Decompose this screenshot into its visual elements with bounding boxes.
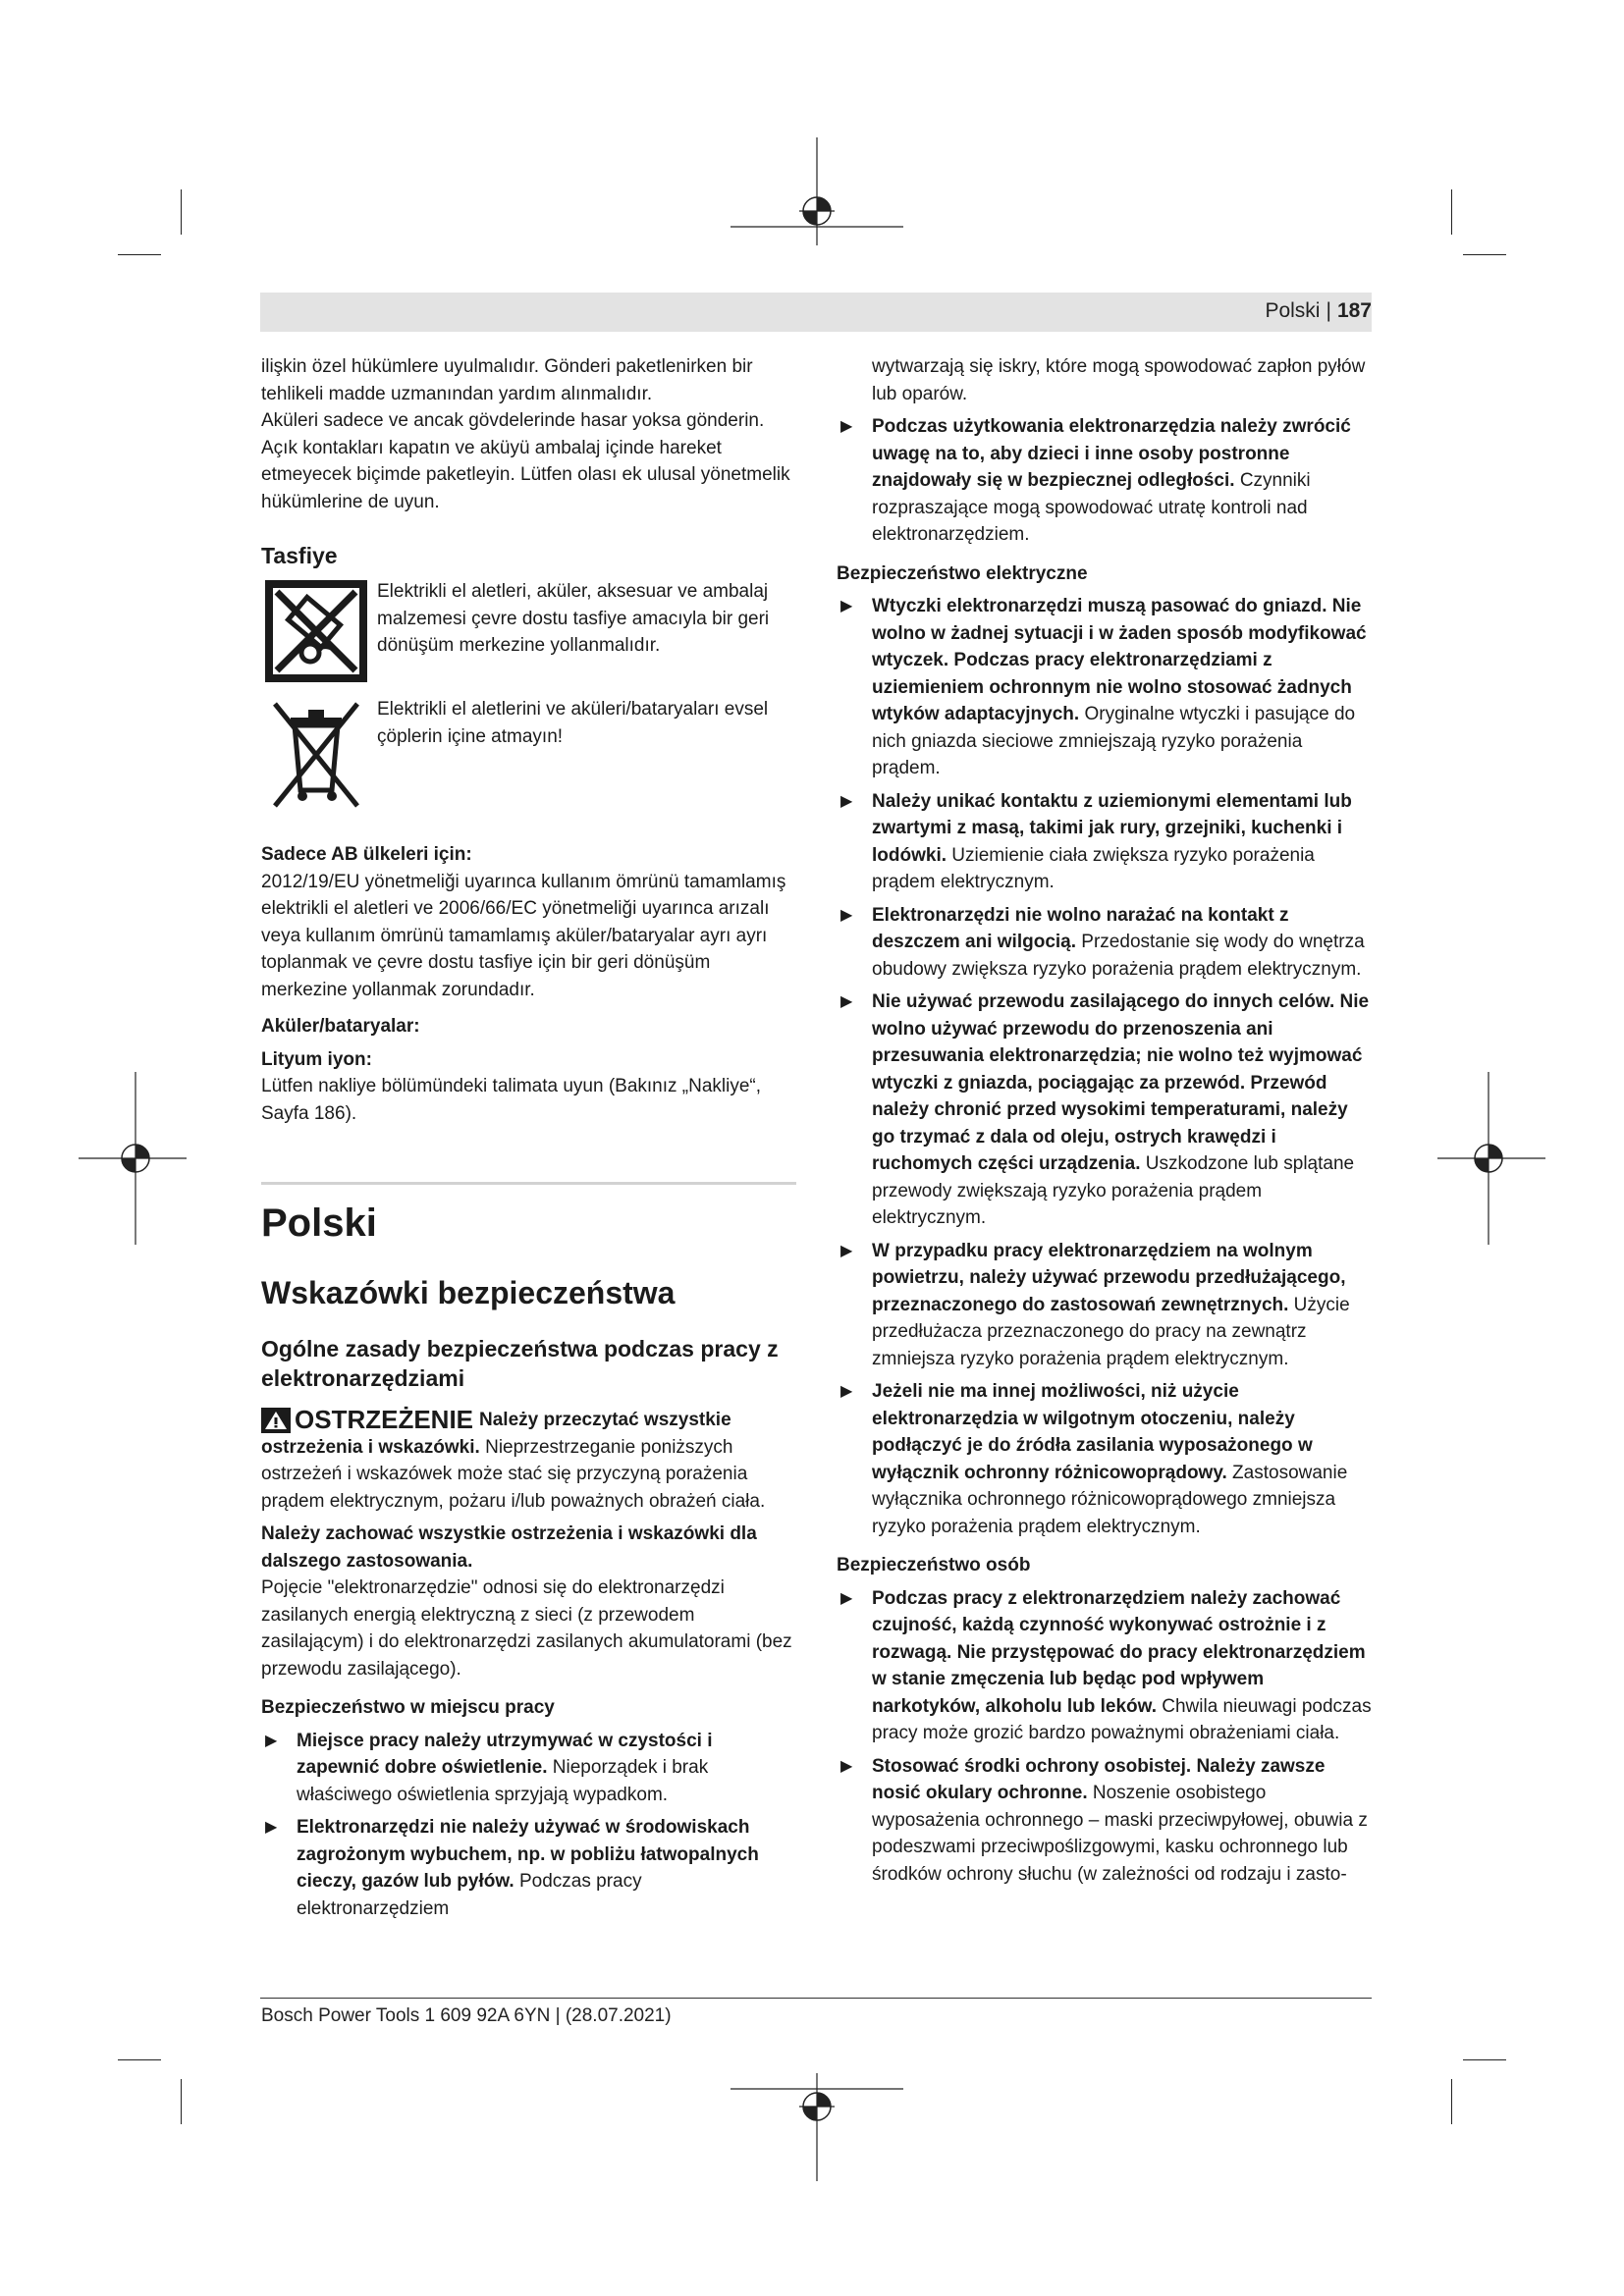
item-text: Zastosowanie wyłącznika ochronnego różnicowoprądowego zmniejsza ryzyko porażenia prądem elektrycznym.: [872, 1462, 1348, 1537]
crop-mark: [1451, 2079, 1452, 2124]
item-bold: Wtyczki elektronarzędzi muszą pasować do gniazd. Nie wolno w żadnej sytuacji i w żaden sposób modyfikować wtyczek. Podczas pracy elektronarzędziami z uziemieniem ochronnym nie wolno stosować żadnych wtyków adaptacyjnych.: [872, 596, 1367, 724]
bullet-icon: ▶: [840, 1757, 853, 1775]
crop-mark: [181, 2079, 182, 2124]
item-text: Czynniki rozpraszające mogą spowodować utratę kontroli nad elektronarzędziem.: [872, 470, 1311, 545]
item-text: Użycie przedłużacza przeznaczonego do pracy na zewnątrz zmniejsza ryzyko porażenia prądem elektrycznym.: [872, 1294, 1350, 1369]
personal-heading: Bezpieczeństwo osób: [837, 1555, 1031, 1575]
item-text: Chwila nieuwagi podczas pracy może grozić bardzo poważnymi obrażeniami ciała.: [872, 1695, 1372, 1743]
bullet-icon: ▶: [840, 993, 853, 1010]
crop-mark: [118, 2059, 161, 2060]
bullet-icon: ▶: [840, 906, 853, 924]
no-battery-disposal-icon: [261, 578, 371, 684]
list-item: [837, 902, 1372, 984]
disposal-text-recycle: Elektrikli el aletleri, aküler, aksesuar ve ambalaj malzemesi çevre dostu tasfiye amacıyla bir geri dönüşüm merkezine yollanmalıdır.: [377, 581, 770, 656]
list-item: [261, 1728, 796, 1809]
disposal-row: [261, 578, 796, 684]
list-item: [837, 1585, 1372, 1747]
item-text: Oryginalne wtyczki i pasujące do nich gniazda sieciowe zmniejszają ryzyko porażenia prądem.: [872, 704, 1356, 778]
registration-mark-icon: [79, 1072, 187, 1245]
crop-mark: [181, 189, 182, 235]
warning-block: [261, 1407, 796, 1515]
personal-list: [837, 1585, 1372, 1889]
bullet-icon: ▶: [840, 598, 853, 614]
electrical-list: [837, 593, 1372, 1540]
item-text: Podczas pracy elektronarzędziem: [297, 1871, 642, 1919]
general-safety-heading: Ogólne zasady bezpieczeństwa podczas pracy z elektronarzędziami: [261, 1336, 779, 1391]
list-item: [261, 1814, 796, 1922]
footer-rule: [260, 1998, 1372, 1999]
bullet-icon: ▶: [840, 1242, 853, 1259]
crop-mark: [1463, 2059, 1506, 2060]
children-list: [837, 413, 1372, 549]
warning-icon: [261, 1408, 291, 1433]
bullet-icon: ▶: [840, 1383, 853, 1400]
item-bold: Stosować środki ochrony osobistej. Należy zawsze nosić okulary ochronne.: [872, 1755, 1326, 1803]
list-item: [837, 413, 1372, 549]
item-bold: Jeżeli nie ma innej możliwości, niż użycie elektronarzędzia w wilgotnym otoczeniu, należy podłączyć je do źródła zasilania wyposażonego w wyłącznik ochronny różnicowoprądowy.: [872, 1381, 1313, 1483]
item-text: Noszenie osobistego wyposażenia ochronnego – maski przeciwpyłowej, obuwia z podeszwami przeciwpoślizgowymi, kasku ochronnego lub środków ochrony słuchu (w zależności od rodzaju i zasto-: [872, 1783, 1368, 1885]
item-bold: Elektronarzędzi nie należy używać w środowiskach zagrożonym wybuchem, np. w pobliżu łatwopalnych cieczy, gazów lub pyłów.: [297, 1817, 759, 1892]
item-bold: Należy unikać kontaktu z uziemionymi elementami lub zwartymi z masą, takimi jak rury, grzejniki, kuchenki i lodówki.: [872, 790, 1352, 866]
item-bold: Nie używać przewodu zasilającego do innych celów. Nie wolno używać przewodu do przenoszenia ani przesuwania elektronarzędzia; nie wolno też wyjmować wtyczki z gniazda, pociągając za przewód. Przewód należy chronić przed wysokimi temperaturami, należy go trzymać z dala od oleju, ostrych krawędzi i ruchomych części urządzenia.: [872, 991, 1370, 1174]
bullet-icon: ▶: [265, 1732, 278, 1749]
crop-mark: [1463, 254, 1506, 255]
right-column: [837, 353, 1372, 1888]
registration-mark-icon: [1437, 1072, 1545, 1245]
safety-title: Wskazówki bezpieczeństwa: [261, 1275, 676, 1310]
item-bold: Elektronarzędzi nie wolno narażać na kontakt z deszczem ani wilgocią.: [872, 904, 1289, 952]
list-item: [837, 1238, 1372, 1373]
page-header-bar: [260, 293, 1372, 332]
registration-mark-icon: [731, 2073, 903, 2181]
list-item: [837, 788, 1372, 896]
list-item: [837, 988, 1372, 1232]
bullet-icon: ▶: [840, 1589, 853, 1607]
warning-label: OSTRZEŻENIE: [295, 1405, 474, 1434]
crossed-out-bin-icon: [261, 696, 371, 812]
item-bold: Podczas użytkowania elektronarzędzia należy zwrócić uwagę na to, aby dzieci i inne osoby postronne znajdowały się w bezpiecznej odległości.: [872, 416, 1351, 491]
paragraph: wytwarzają się iskry, które mogą spowodować zapłon pyłów lub oparów.: [872, 356, 1366, 404]
warning-bold-text: Należy przeczytać wszystkie ostrzeżenia i wskazówki.: [261, 1410, 731, 1458]
lithium-heading: Lityum iyon:: [261, 1048, 372, 1070]
paragraph: Pojęcie "elektronarzędzie" odnosi się do elektronarzędzi zasilanych energią elektryczną z sieci (z przewodem zasilającym) i do elektronarzędzi zasilanych akumulatorami (bez przewodu zasilającego).: [261, 1577, 792, 1680]
crop-mark: [118, 254, 161, 255]
keep-instructions: Należy zachować wszystkie ostrzeżenia i wskazówki dla dalszego zastosowania.: [261, 1523, 757, 1572]
disposal-text-household: Elektrikli el aletlerini ve aküleri/bataryaları evsel çöplerin içine atmayın!: [377, 699, 769, 747]
paragraph: ilişkin özel hükümlere uyulmalıdır. Gönderi paketlenirken bir tehlikeli madde uzmanından yardım alınmalıdır.: [261, 356, 753, 404]
workplace-heading: Bezpieczeństwo w miejscu pracy: [261, 1697, 555, 1718]
item-text: Uziemienie ciała zwiększa ryzyko porażenia prądem elektrycznym.: [872, 844, 1315, 892]
registration-mark-icon: [731, 137, 903, 245]
item-bold: Podczas pracy z elektronarzędziem należy zachować czujność, każdą czynność wykonywać ostrożnie i z rozwagą. Nie przystępować do pracy elektronarzędziem w stanie zmęczenia lub będąc pod wpływem narkotyków, alkoholu lub leków.: [872, 1587, 1366, 1717]
language-title: Polski: [261, 1201, 377, 1245]
bullet-icon: ▶: [265, 1819, 278, 1836]
disposal-heading: Tasfiye: [261, 543, 338, 568]
paragraph: Lütfen nakliye bölümündeki talimata uyun (Bakınız „Nakliye“, Sayfa 186).: [261, 1076, 762, 1124]
item-text: Nieporządek i brak właściwego oświetlenia sprzyjają wypadkom.: [297, 1757, 709, 1805]
list-item: [837, 1378, 1372, 1540]
page-header: [1265, 299, 1372, 323]
list-item: [837, 1753, 1372, 1889]
disposal-row: [261, 696, 796, 812]
section-divider: [261, 1182, 796, 1185]
electrical-heading: Bezpieczeństwo elektryczne: [837, 562, 1088, 584]
crop-mark: [1451, 189, 1452, 235]
bullet-icon: ▶: [840, 418, 853, 435]
warning-text: Nieprzestrzeganie poniższych ostrzeżeń i wskazówek może stać się przyczyną porażenia prądem elektrycznym, pożaru i/lub poważnych obrażeń ciała.: [261, 1436, 766, 1512]
workplace-list: [261, 1728, 796, 1923]
footer-text: Bosch Power Tools 1 609 92A 6YN | (28.07.2021): [261, 2005, 672, 2026]
item-text: Uszkodzone lub splątane przewody zwiększają ryzyko porażenia prądem elektrycznym.: [872, 1153, 1355, 1228]
header-separator: |: [1326, 299, 1331, 322]
list-item: [837, 593, 1372, 782]
bullet-icon: ▶: [840, 792, 853, 810]
item-bold: Miejsce pracy należy utrzymywać w czystości i zapewnić dobre oświetlenie.: [297, 1730, 713, 1778]
warning-badge: [261, 1407, 473, 1434]
paragraph: 2012/19/EU yönetmeliği uyarınca kullanım ömrünü tamamlamış elektrikli el aletleri ve 2006/66/EC yönetmeliği uyarınca arızalı veya kullanım ömrünü tamamlamış aküler/bataryalar ayrı ayrı toplanmak ve çevre dostu tasfiye için bir geri dönüşüm merkezine yollanmak zorundadır.: [261, 871, 786, 1000]
header-language: Polski: [1265, 299, 1321, 322]
page-number: 187: [1336, 299, 1372, 322]
paragraph: Aküleri sadece ve ancak gövdelerinde hasar yoksa gönderin. Açık kontakları kapatın ve aküyü ambalaj içinde hareket etmeyecek biçimde paketleyin. Lütfen olası ek ulusal yönetmelik hükümlerine de uyun.: [261, 410, 790, 512]
batteries-heading: Aküler/bataryalar:: [261, 1016, 420, 1037]
eu-heading: Sadece AB ülkeleri için:: [261, 844, 472, 865]
item-bold: W przypadku pracy elektronarzędziem na wolnym powietrzu, należy używać przewodu przedłużającego, przeznaczonego do zastosowań zewnętrznych.: [872, 1240, 1346, 1315]
left-column: [261, 353, 796, 1922]
item-text: Przedostanie się wody do wnętrza obudowy zwiększa ryzyko porażenia prądem elektrycznym.: [872, 932, 1365, 980]
